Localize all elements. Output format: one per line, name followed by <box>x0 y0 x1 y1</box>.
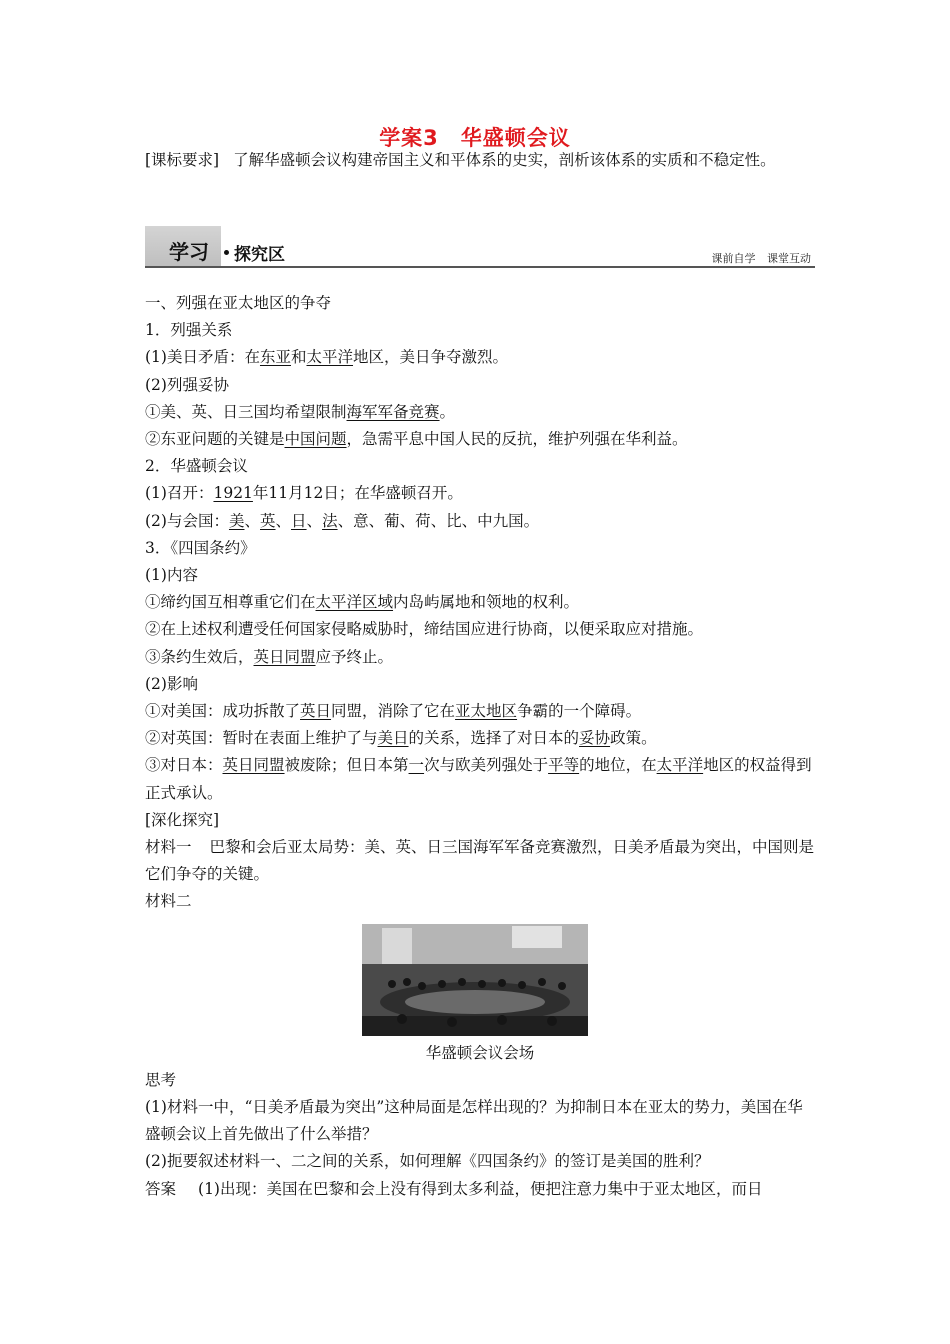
underlined-answer: 美 <box>228 511 245 530</box>
course-requirement <box>145 147 815 174</box>
underlined-answer: 亚太地区 <box>455 702 518 721</box>
underlined-answer: 太平洋区域 <box>315 593 394 612</box>
answer-text: (1)出现：美国在巴黎和会上没有得到太多利益，便把注意力集中于亚太地区，而日 <box>198 1179 763 1198</box>
text: ③条约生效后， <box>145 647 254 666</box>
text: 地区的权益得到正式承认。 <box>145 756 812 802</box>
underlined-answer: 英日同盟 <box>253 647 316 666</box>
underlined-answer: 东亚 <box>259 348 291 367</box>
section-tab-label: 学习 <box>169 240 209 264</box>
section-header-bar <box>145 226 815 268</box>
requirement-label: [课标要求] <box>145 151 220 169</box>
point-2-item-1 <box>145 399 815 426</box>
heading-1: 一、列强在亚太地区的争夺 <box>145 294 332 312</box>
text: ①美、英、日三国均希望限制 <box>145 402 347 421</box>
underlined-answer: 1921 <box>213 484 253 503</box>
subheading-2: 2．华盛顿会议 <box>145 457 248 476</box>
text: ，急需平息中国人民的反抗，维护列强在华利益。 <box>346 430 688 449</box>
material-label: 材料一 <box>145 838 192 857</box>
material-text: 巴黎和会后亚太局势：美、英、日三国海军军备竞赛激烈，日美矛盾最为突出，中国则是它们争夺的关键。 <box>145 838 815 884</box>
text: 同盟，消除了它在 <box>331 702 456 721</box>
material-1 <box>145 834 815 888</box>
point-1 <box>145 344 815 371</box>
conference-hall-image <box>362 924 588 1036</box>
text: ②东亚问题的关键是 <box>145 430 285 449</box>
requirement-text: 了解华盛顿会议构建帝国主义和平体系的史实，剖析该体系的实质和不稳定性。 <box>233 151 776 169</box>
text: 、 <box>275 511 292 530</box>
figure-caption: 华盛顿会议会场 <box>425 1043 535 1062</box>
text: (1)召开： <box>145 484 214 503</box>
underlined-answer: 太平洋 <box>306 348 354 367</box>
impact-usa <box>145 698 815 725</box>
text: 。 <box>439 402 456 421</box>
text: 的关系，选择了对日本的 <box>408 729 580 748</box>
text: 被废除；但日本第 <box>284 756 409 775</box>
answer <box>145 1176 815 1203</box>
point-2: (2)列强妥协 <box>145 375 229 394</box>
material-2-label: 材料二 <box>145 892 192 911</box>
text: 地区，美日争夺激烈。 <box>353 348 509 367</box>
conference-members <box>145 508 815 535</box>
impact-uk <box>145 725 815 752</box>
question-1: (1)材料一中，“日美矛盾最为突出”这种局面是怎样出现的？为抑制日本在亚太的势力，美国在华盛顿会议上首先做出了什么举措？ <box>145 1098 803 1144</box>
treaty-content-3 <box>145 644 815 671</box>
underlined-answer: 英日 <box>300 702 332 721</box>
text: 、 <box>244 511 260 530</box>
section-sub-label: 探究区 <box>234 245 285 265</box>
impact-japan <box>145 752 815 806</box>
underlined-answer: 英 <box>260 511 276 530</box>
underlined-answer: 太平洋 <box>656 756 704 775</box>
underlined-answer: 中国问题 <box>284 430 347 449</box>
think-label: 思考 <box>145 1070 177 1089</box>
underlined-answer: 美日 <box>377 729 409 748</box>
section-right-label: 课前自学 课堂互动 <box>711 252 811 265</box>
text: 政策。 <box>610 729 657 748</box>
subheading-3: 3．《四国条约》 <box>145 538 256 557</box>
treaty-impact-heading: (2)影响 <box>145 674 198 693</box>
conference-photo <box>362 924 588 1036</box>
underlined-answer: 英日同盟 <box>222 756 285 775</box>
underlined-answer: 一 <box>408 756 425 775</box>
text: ③对日本： <box>145 756 223 775</box>
text: ①对美国：成功拆散了 <box>145 702 301 721</box>
text: 次与欧美列强处于 <box>424 756 549 775</box>
text: 应予终止。 <box>315 647 394 666</box>
page-title: 学案3 华盛顿会议 <box>379 126 571 150</box>
main-content <box>145 290 815 1203</box>
underlined-answer: 妥协 <box>579 729 611 748</box>
point-2-item-2 <box>145 426 815 453</box>
bullet-dot-icon <box>224 250 229 255</box>
underlined-answer: 海军军备竞赛 <box>346 402 440 421</box>
text: 和 <box>290 348 307 367</box>
text: 、 <box>306 511 323 530</box>
deep-exploration-label: [深化探究] <box>145 810 220 829</box>
text: (1)美日矛盾：在 <box>145 348 260 367</box>
conference-date <box>145 480 815 507</box>
text: 年11月12日；在华盛顿召开。 <box>252 484 463 503</box>
treaty-content-1 <box>145 589 815 616</box>
subheading-1: 1．列强关系 <box>145 321 233 340</box>
figure <box>145 924 815 1067</box>
treaty-content-2: ②在上述权利遭受任何国家侵略威胁时，缔结国应进行协商，以便采取应对措施。 <box>145 620 704 639</box>
section-divider <box>145 266 815 268</box>
treaty-content-heading: (1)内容 <box>145 566 198 585</box>
answer-label: 答案 <box>145 1179 177 1198</box>
underlined-answer: 日 <box>291 511 307 530</box>
underlined-answer: 法 <box>322 511 338 530</box>
question-2: (2)扼要叙述材料一、二之间的关系，如何理解《四国条约》的签订是美国的胜利？ <box>145 1152 710 1171</box>
text: (2)与会国： <box>145 511 229 530</box>
text: ①缔约国互相尊重它们在 <box>145 593 316 612</box>
text: 、意、葡、荷、比、中九国。 <box>337 511 540 530</box>
underlined-answer: 平等 <box>548 756 580 775</box>
text: ②对英国：暂时在表面上维护了与 <box>145 729 378 748</box>
text: 内岛屿属地和领地的权利。 <box>393 593 580 612</box>
text: 争霸的一个障碍。 <box>517 702 642 721</box>
text: 的地位，在 <box>579 756 657 775</box>
